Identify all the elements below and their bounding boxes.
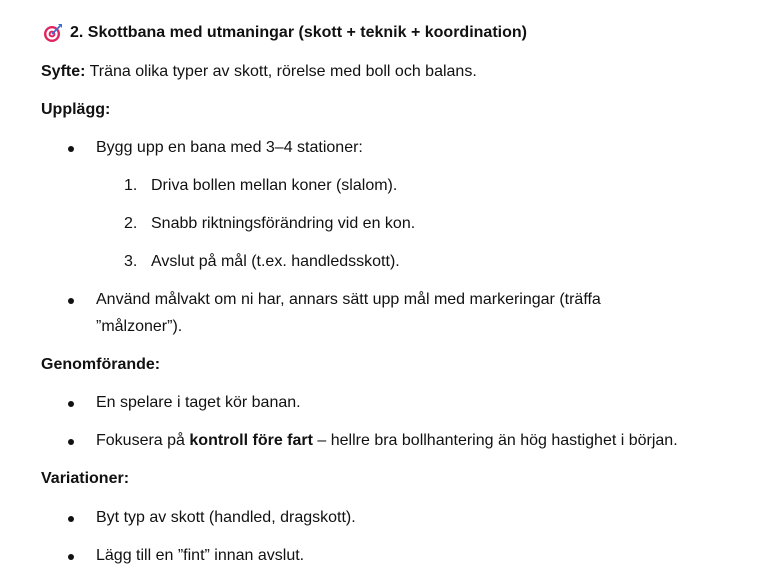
target-icon — [43, 23, 63, 43]
execution-bullet-2-emphasis: kontroll före fart — [189, 432, 313, 449]
bullet-icon — [68, 298, 74, 304]
bullet-icon — [68, 146, 74, 152]
variations-bullet-2: Lägg till en ”fint” innan avslut. — [96, 547, 305, 564]
step-number: 2. — [124, 215, 138, 232]
step-text: Driva bollen mellan koner (slalom). — [151, 177, 398, 194]
bullet-icon — [68, 401, 74, 407]
setup-bullet-2-line-2: ”målzoner”). — [96, 318, 183, 335]
setup-bullet-1: Bygg upp en bana med 3–4 stationer: — [96, 139, 363, 156]
execution-bullet-2-pre: Fokusera på — [96, 432, 190, 449]
execution-heading: Genomförande: — [41, 356, 161, 373]
execution-bullet-2-post: – hellre bra bollhantering än hög hastighet i början. — [312, 432, 678, 449]
setup-heading: Upplägg: — [41, 101, 111, 118]
step-text: Snabb riktningsförändring vid en kon. — [151, 215, 416, 232]
step-number: 1. — [124, 177, 138, 194]
execution-bullet-1: En spelare i taget kör banan. — [96, 394, 301, 411]
execution-bullet-2 — [96, 431, 678, 451]
bullet-icon — [68, 516, 74, 522]
bullet-icon — [68, 554, 74, 560]
page-title: 2. Skottbana med utmaningar (skott + teknik + koordination) — [70, 24, 527, 41]
variations-bullet-1: Byt typ av skott (handled, dragskott). — [96, 509, 356, 526]
step-text: Avslut på mål (t.ex. handledsskott). — [151, 253, 400, 270]
purpose-text: Träna olika typer av skott, rörelse med boll och balans. — [85, 63, 477, 80]
step-number: 3. — [124, 253, 138, 270]
setup-bullet-2-line-1: Använd målvakt om ni har, annars sätt upp mål med markeringar (träffa — [96, 291, 601, 308]
purpose-label: Syfte: — [41, 63, 86, 80]
bullet-icon — [68, 439, 74, 445]
variations-heading: Variationer: — [41, 470, 130, 487]
purpose-paragraph — [41, 62, 477, 82]
